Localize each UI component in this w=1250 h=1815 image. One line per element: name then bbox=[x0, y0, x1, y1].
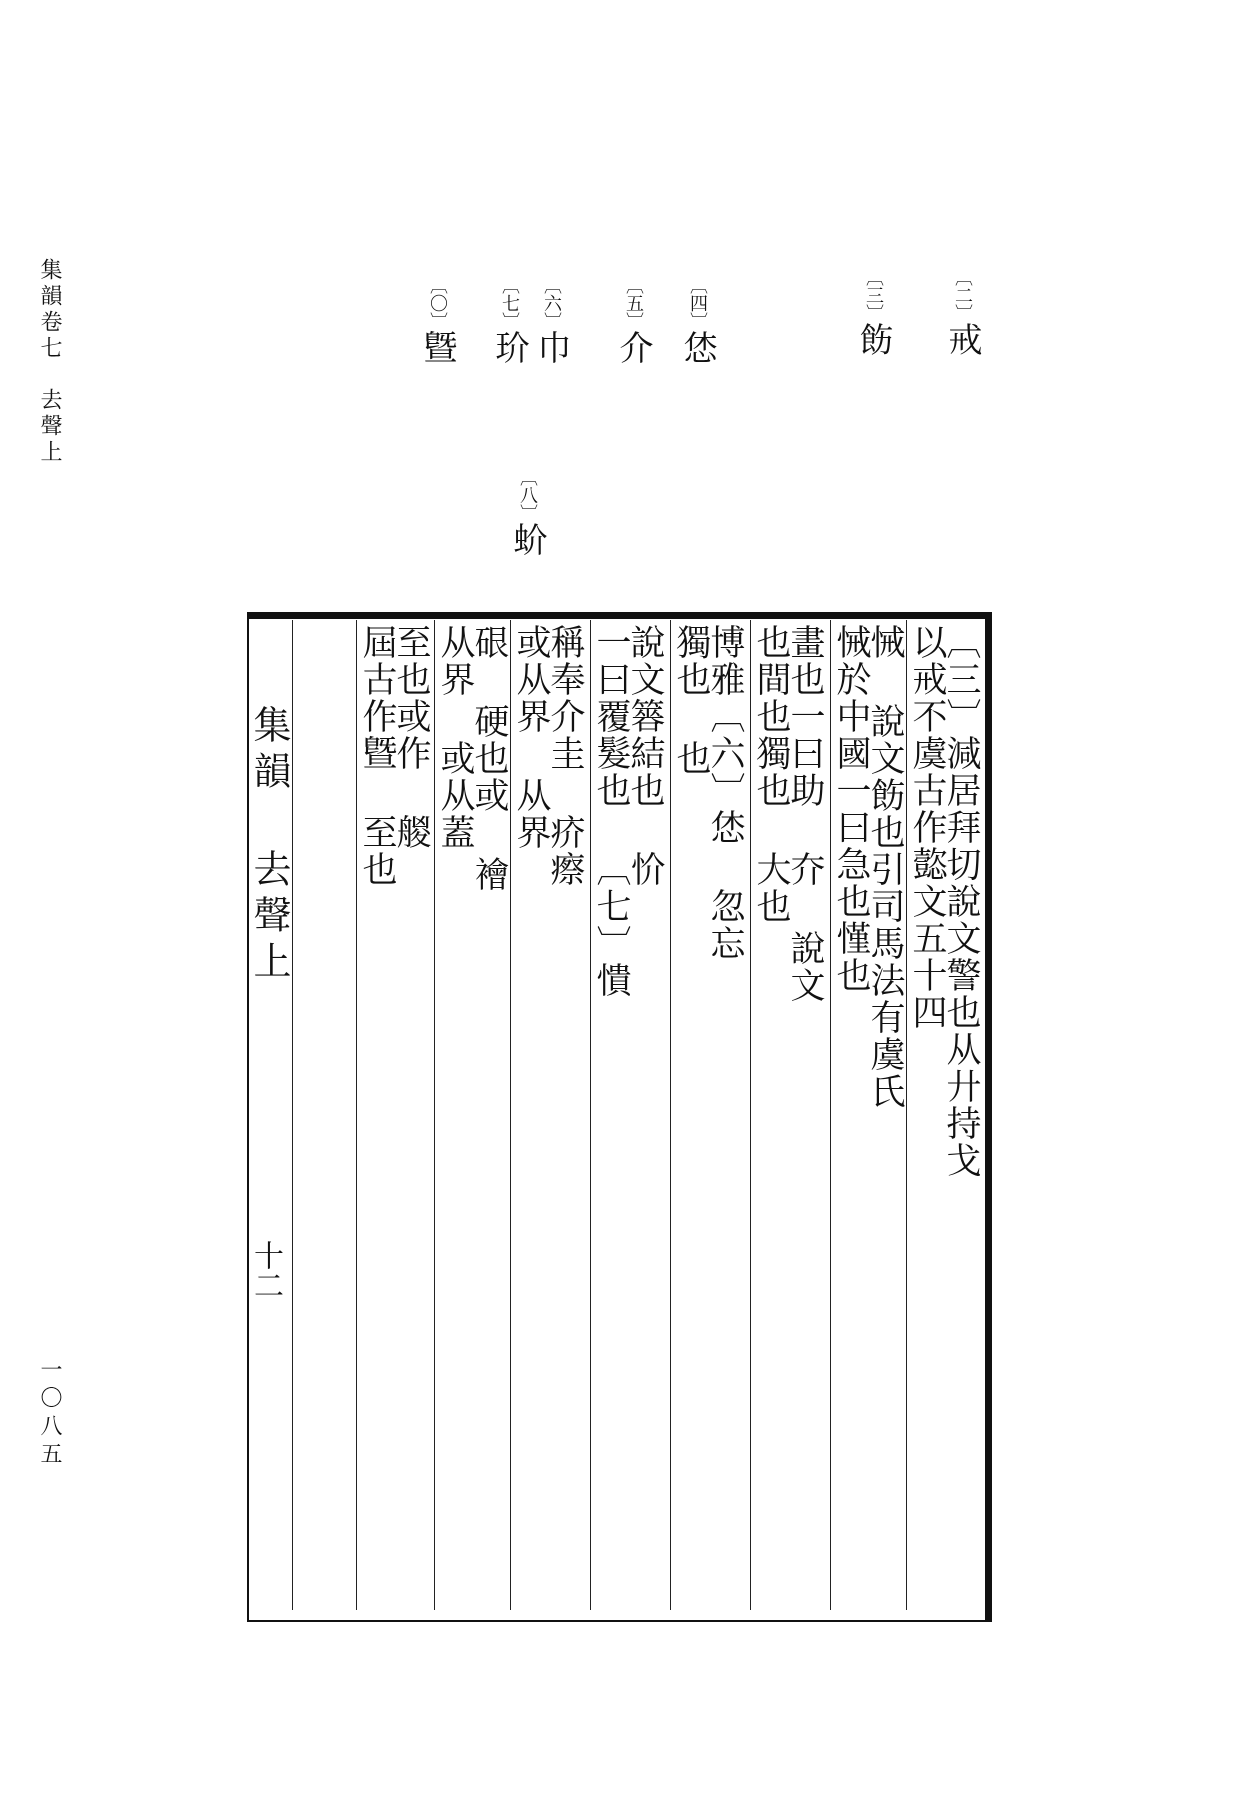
note-number: 〔七〕 bbox=[499, 276, 520, 330]
text-line: 稱奉介圭 疥瘵 bbox=[545, 624, 585, 888]
text-column bbox=[907, 624, 981, 1614]
text-line: 硍 硬也或 襘 bbox=[469, 624, 509, 893]
note-3 bbox=[853, 268, 893, 356]
note-number: 〔五〕 bbox=[623, 276, 644, 330]
text-line: 至也或作 艐 bbox=[391, 624, 431, 851]
text-line: 博雅〔六〕恷 忽忘 bbox=[705, 624, 745, 962]
note-text: 戒 bbox=[942, 322, 982, 356]
text-line: 或从界 从界 bbox=[511, 624, 551, 851]
note-text: 巾 bbox=[531, 330, 571, 364]
running-header: 集韻卷七 去聲上 bbox=[37, 258, 62, 466]
text-line: 悈 說文飭也引司馬法有虞氏 bbox=[865, 624, 905, 1110]
note-number: 〔八〕 bbox=[517, 468, 538, 522]
text-line: 說文簭結也 忦 bbox=[625, 624, 665, 888]
page-strip-number: 十二 bbox=[248, 1240, 283, 1300]
text-line: 悈於中國一曰急也慬也 bbox=[831, 624, 871, 994]
note-6 bbox=[531, 276, 571, 364]
text-column bbox=[671, 624, 745, 1614]
note-2 bbox=[942, 268, 982, 356]
text-line: 以戒不虞古作㦤文五十四 bbox=[907, 624, 947, 1031]
text-column bbox=[511, 624, 585, 1614]
note-text: 曁 bbox=[417, 330, 457, 364]
text-line: 獨也 也 bbox=[671, 624, 711, 777]
page-strip-title: 集韻 去聲上 bbox=[247, 705, 291, 987]
text-line: 从界 或从蓋 bbox=[435, 624, 475, 851]
note-number: 〔二〕 bbox=[952, 268, 973, 322]
text-column bbox=[591, 624, 665, 1614]
note-number: 〔四〕 bbox=[687, 276, 708, 330]
note-text: 飭 bbox=[853, 322, 893, 356]
text-column bbox=[751, 624, 825, 1614]
note-text: 蚧 bbox=[507, 522, 547, 556]
note-5 bbox=[613, 276, 653, 364]
note-number: 〔〇〕 bbox=[427, 276, 448, 330]
text-column bbox=[435, 624, 509, 1614]
note-8 bbox=[507, 468, 547, 556]
column-rule bbox=[292, 620, 293, 1610]
note-text: 介 bbox=[613, 330, 653, 364]
text-line: 〔三〕減居拜切說文警也从廾持戈 bbox=[941, 624, 981, 1179]
note-4 bbox=[677, 276, 717, 364]
note-number: 〔三〕 bbox=[863, 268, 884, 322]
text-line: 屆古作曁 至也 bbox=[357, 624, 397, 888]
note-text: 玠 bbox=[489, 330, 529, 364]
folio: 一〇八五 bbox=[37, 1358, 62, 1470]
text-line: 畫也一曰助 夰 說文 bbox=[785, 624, 825, 1004]
text-line: 也間也獨也 大也 bbox=[751, 624, 791, 925]
note-number: 〔六〕 bbox=[541, 276, 562, 330]
note-text: 恷 bbox=[677, 330, 717, 364]
note-10 bbox=[417, 276, 457, 364]
text-column bbox=[357, 624, 431, 1614]
text-column bbox=[831, 624, 905, 1614]
note-7 bbox=[489, 276, 529, 364]
text-line: 一曰覆髮也 〔七〕憒 bbox=[591, 624, 631, 999]
